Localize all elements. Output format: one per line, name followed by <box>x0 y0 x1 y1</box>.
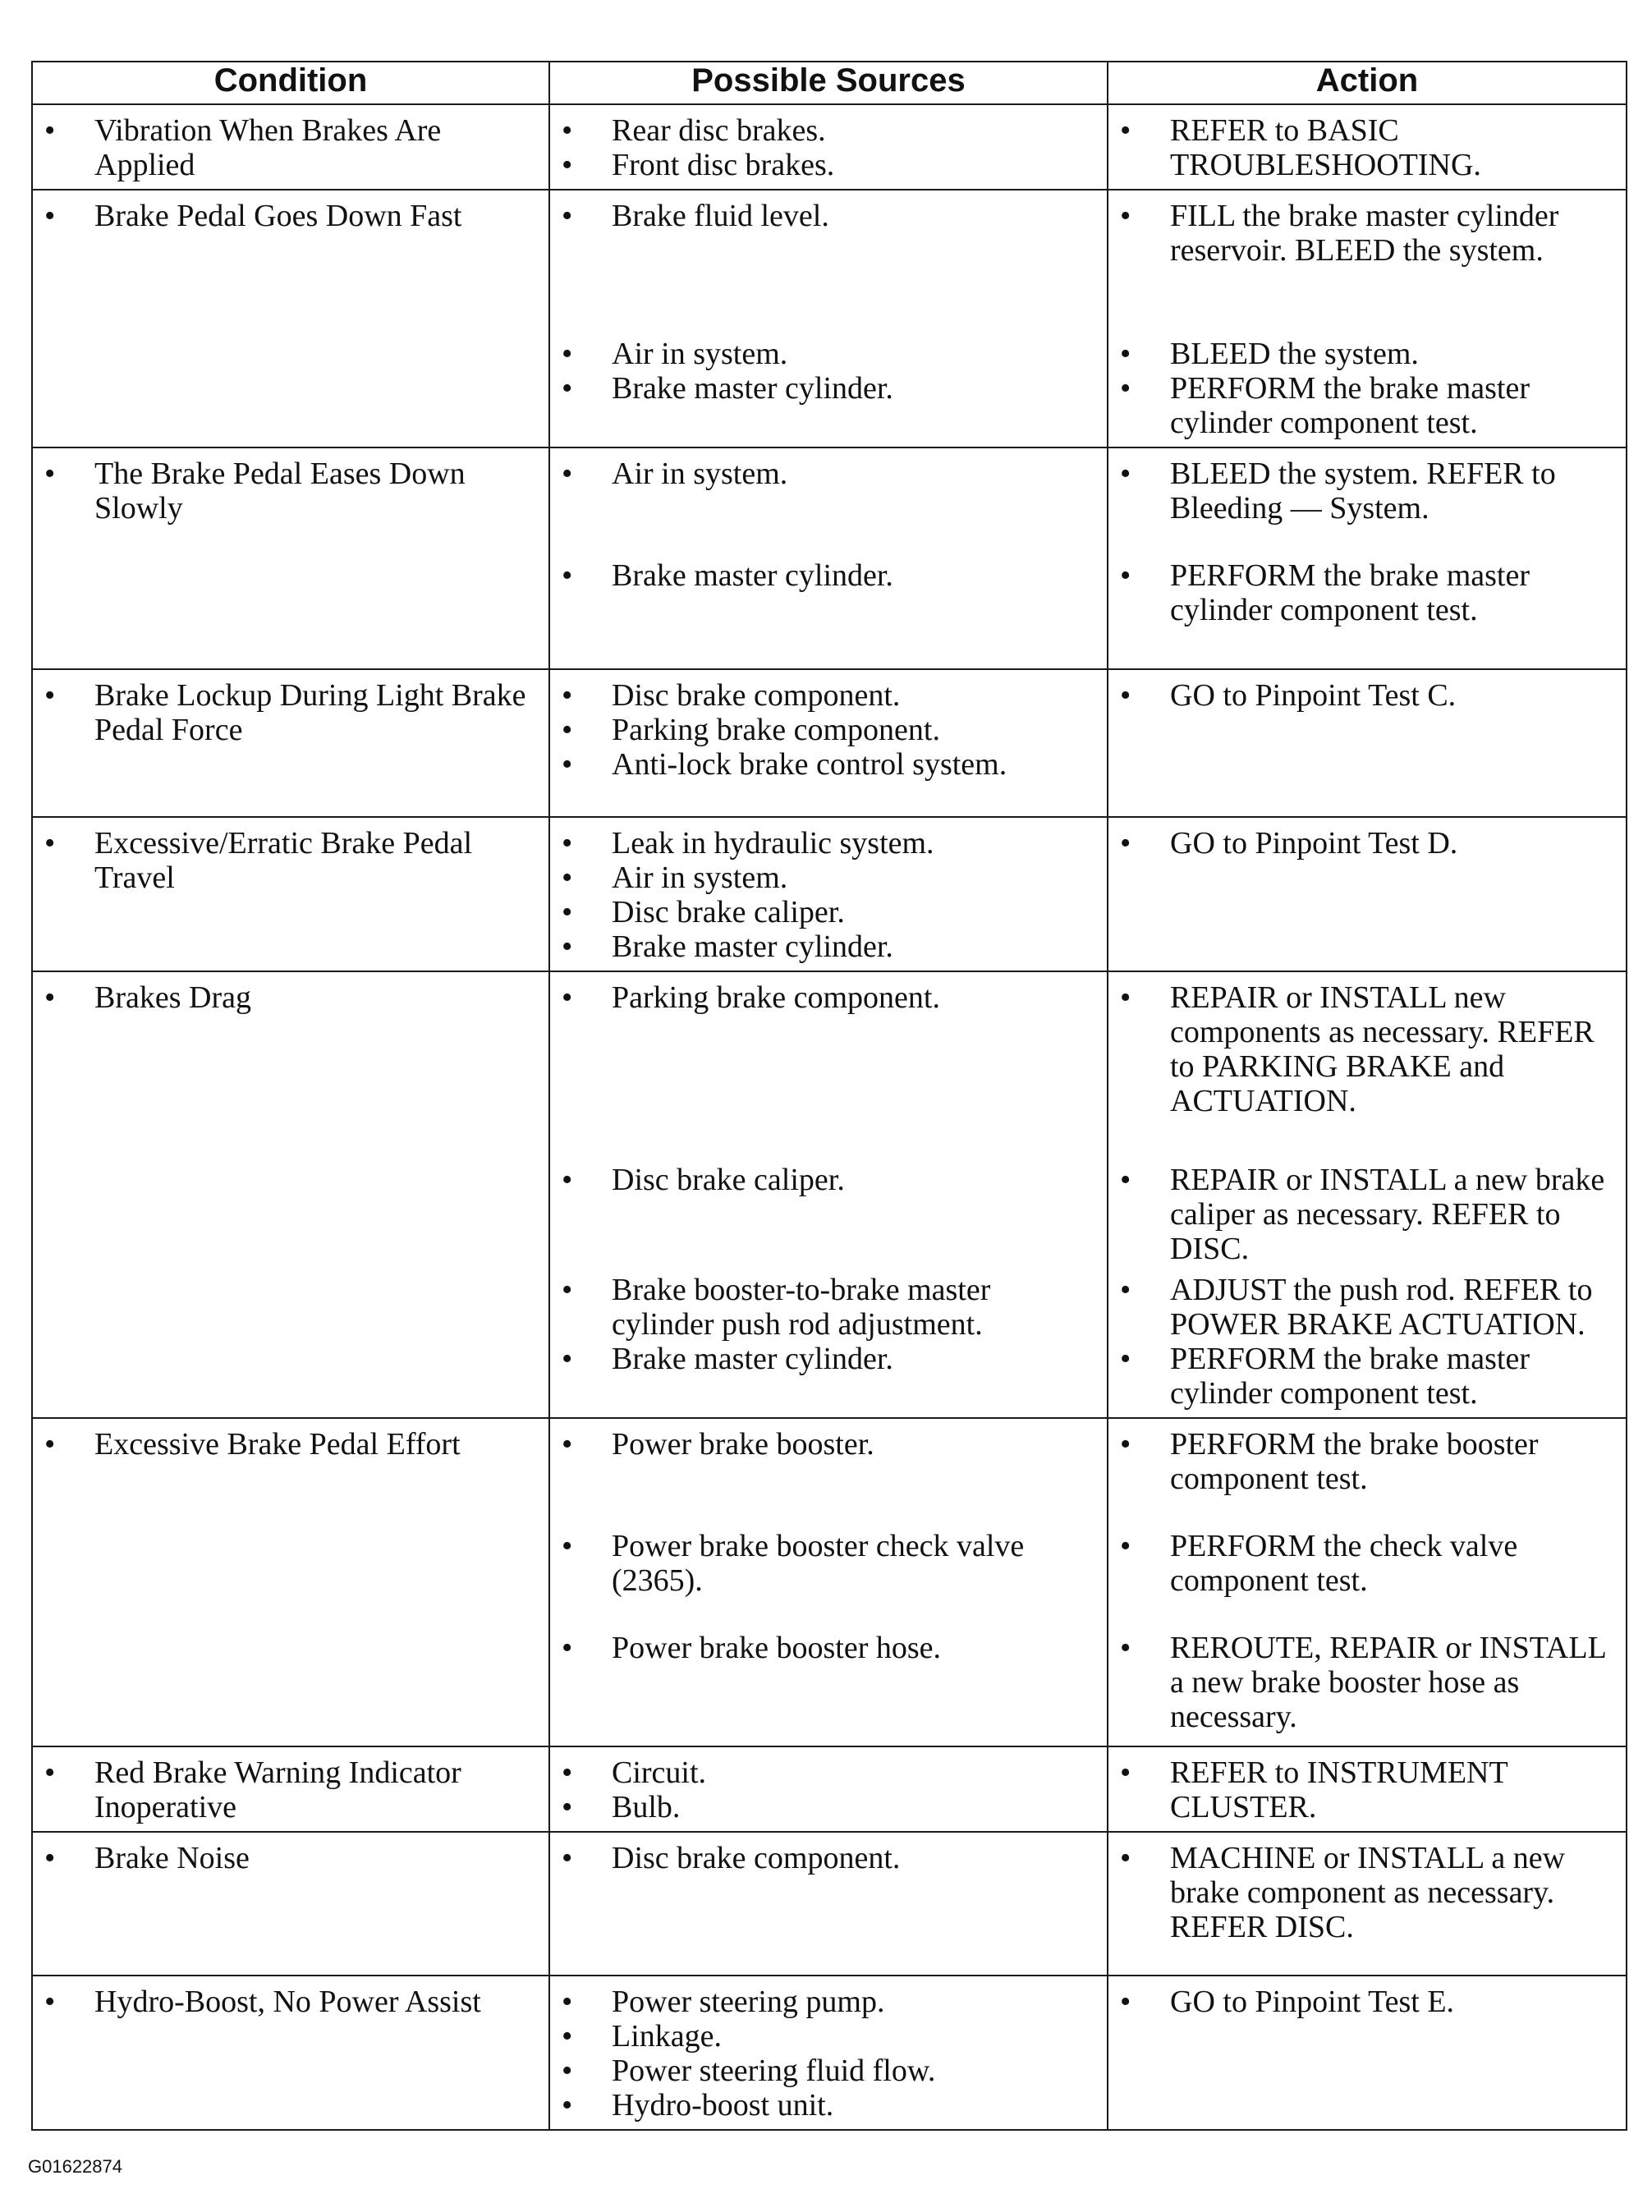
source-group <box>562 457 1099 525</box>
source-group <box>562 980 1099 1118</box>
source-item: • Brake fluid level. <box>562 199 1099 233</box>
source-item: • Bulb. <box>562 1790 1099 1824</box>
action-group <box>1120 678 1618 782</box>
action-item: • PERFORM the brake master cylinder component test. <box>1120 371 1618 440</box>
source-group <box>562 1342 1099 1411</box>
source-group <box>562 1985 1099 2123</box>
action-group <box>1120 558 1618 627</box>
action-group <box>1120 1841 1618 1944</box>
header-row <box>32 62 1627 104</box>
action-item: • GO to Pinpoint Test D. <box>1120 826 1618 860</box>
header-possible-sources: Possible Sources <box>549 62 1108 104</box>
action-group <box>1120 1631 1618 1734</box>
table-row <box>32 104 1627 190</box>
table-row <box>32 971 1627 1418</box>
source-group <box>562 558 1099 627</box>
condition-cell <box>32 1976 549 2130</box>
action-group <box>1120 1755 1618 1824</box>
source-item: • Power brake booster. <box>562 1427 1099 1462</box>
source-item: • Air in system. <box>562 860 1099 895</box>
diagnosis-table <box>31 61 1627 2131</box>
table-row <box>32 1976 1627 2130</box>
table-row <box>32 817 1627 971</box>
sources-cell <box>549 1832 1108 1976</box>
source-item: • Power steering pump. <box>562 1985 1099 2019</box>
actions-cell <box>1108 1746 1627 1832</box>
condition-text: • Excessive Brake Pedal Effort <box>44 1427 540 1462</box>
sources-cell <box>549 971 1108 1418</box>
sources-cell <box>549 1976 1108 2130</box>
actions-cell <box>1108 1832 1627 1976</box>
action-group <box>1120 1529 1618 1598</box>
actions-cell <box>1108 1418 1627 1746</box>
sources-cell <box>549 190 1108 447</box>
condition-cell <box>32 971 549 1418</box>
action-group <box>1120 1163 1618 1266</box>
source-item: • Hydro-boost unit. <box>562 2088 1099 2123</box>
action-item: • REROUTE, REPAIR or INSTALL a new brake booster hose as necessary. <box>1120 1631 1618 1734</box>
condition-cell <box>32 1832 549 1976</box>
condition-text: • The Brake Pedal Eases Down Slowly <box>44 457 540 525</box>
condition-cell <box>32 104 549 190</box>
source-group <box>562 371 1099 440</box>
source-group <box>562 1427 1099 1496</box>
condition-text: • Brake Noise <box>44 1841 540 1875</box>
action-group <box>1120 371 1618 440</box>
figure-code: G01622874 <box>28 2156 122 2177</box>
source-group <box>562 1529 1099 1598</box>
source-item: • Brake master cylinder. <box>562 1342 1099 1376</box>
table-row <box>32 1746 1627 1832</box>
table-row <box>32 447 1627 669</box>
source-item: • Parking brake component. <box>562 980 1099 1015</box>
source-item: • Linkage. <box>562 2019 1099 2054</box>
table-body <box>32 104 1627 2130</box>
source-item: • Air in system. <box>562 457 1099 491</box>
source-item: • Leak in hydraulic system. <box>562 826 1099 860</box>
source-group <box>562 1631 1099 1734</box>
condition-text: • Brake Pedal Goes Down Fast <box>44 199 540 233</box>
action-item: • BLEED the system. REFER to Bleeding — System. <box>1120 457 1618 525</box>
action-group <box>1120 457 1618 525</box>
actions-cell <box>1108 817 1627 971</box>
condition-cell <box>32 1746 549 1832</box>
source-item: • Circuit. <box>562 1755 1099 1790</box>
source-item: • Rear disc brakes. <box>562 113 1099 148</box>
condition-text: • Brake Lockup During Light Brake Pedal Force <box>44 678 540 747</box>
source-item: • Brake master cylinder. <box>562 371 1099 406</box>
sources-cell <box>549 447 1108 669</box>
action-group <box>1120 199 1618 268</box>
action-item: • FILL the brake master cylinder reservoir. BLEED the system. <box>1120 199 1618 268</box>
sources-cell <box>549 1746 1108 1832</box>
source-group <box>562 1163 1099 1266</box>
action-item: • REFER to BASIC TROUBLESHOOTING. <box>1120 113 1618 182</box>
source-item: • Power brake booster check valve (2365). <box>562 1529 1099 1598</box>
table-row <box>32 1832 1627 1976</box>
source-item: • Disc brake component. <box>562 1841 1099 1875</box>
condition-text: • Vibration When Brakes Are Applied <box>44 113 540 182</box>
header-action: Action <box>1108 62 1627 104</box>
action-group <box>1120 980 1618 1118</box>
action-item: • GO to Pinpoint Test E. <box>1120 1985 1618 2019</box>
condition-cell <box>32 817 549 971</box>
source-item: • Front disc brakes. <box>562 148 1099 182</box>
source-item: • Brake master cylinder. <box>562 558 1099 593</box>
action-item: • REFER to INSTRUMENT CLUSTER. <box>1120 1755 1618 1824</box>
action-group <box>1120 337 1618 371</box>
action-item: • PERFORM the brake master cylinder component test. <box>1120 558 1618 627</box>
actions-cell <box>1108 447 1627 669</box>
condition-text: • Brakes Drag <box>44 980 540 1015</box>
source-group <box>562 337 1099 371</box>
table-row <box>32 190 1627 447</box>
source-item: • Brake booster-to-brake master cylinder push rod adjustment. <box>562 1273 1099 1342</box>
source-group <box>562 1755 1099 1824</box>
source-item: • Disc brake component. <box>562 678 1099 713</box>
action-item: • REPAIR or INSTALL a new brake caliper as necessary. REFER to DISC. <box>1120 1163 1618 1266</box>
sources-cell <box>549 817 1108 971</box>
sources-cell <box>549 104 1108 190</box>
actions-cell <box>1108 971 1627 1418</box>
source-group <box>562 826 1099 964</box>
sources-cell <box>549 669 1108 817</box>
action-item: • ADJUST the push rod. REFER to POWER BRAKE ACTUATION. <box>1120 1273 1618 1342</box>
action-group <box>1120 1342 1618 1411</box>
source-item: • Power brake booster hose. <box>562 1631 1099 1665</box>
source-item: • Power steering fluid flow. <box>562 2054 1099 2088</box>
condition-cell <box>32 1418 549 1746</box>
action-item: • PERFORM the brake master cylinder component test. <box>1120 1342 1618 1411</box>
source-group <box>562 678 1099 782</box>
action-group <box>1120 113 1618 182</box>
actions-cell <box>1108 104 1627 190</box>
action-item: • REPAIR or INSTALL new components as necessary. REFER to PARKING BRAKE and ACTUATION. <box>1120 980 1618 1118</box>
action-group <box>1120 826 1618 964</box>
action-group <box>1120 1273 1618 1342</box>
actions-cell <box>1108 1976 1627 2130</box>
source-group <box>562 1841 1099 1944</box>
source-group <box>562 1273 1099 1342</box>
condition-cell <box>32 190 549 447</box>
action-item: • MACHINE or INSTALL a new brake component as necessary. REFER DISC. <box>1120 1841 1618 1944</box>
condition-cell <box>32 669 549 817</box>
action-item: • PERFORM the brake booster component test. <box>1120 1427 1618 1496</box>
source-group <box>562 113 1099 182</box>
header-condition: Condition <box>32 62 549 104</box>
condition-text: • Hydro-Boost, No Power Assist <box>44 1985 540 2019</box>
diagnosis-table-wrapper <box>31 61 1626 2131</box>
action-group <box>1120 1427 1618 1496</box>
action-item: • GO to Pinpoint Test C. <box>1120 678 1618 713</box>
sources-cell <box>549 1418 1108 1746</box>
table-row <box>32 1418 1627 1746</box>
source-item: • Air in system. <box>562 337 1099 371</box>
source-item: • Parking brake component. <box>562 713 1099 747</box>
actions-cell <box>1108 190 1627 447</box>
action-item: • BLEED the system. <box>1120 337 1618 371</box>
condition-text: • Excessive/Erratic Brake Pedal Travel <box>44 826 540 895</box>
source-item: • Brake master cylinder. <box>562 929 1099 964</box>
condition-cell <box>32 447 549 669</box>
action-group <box>1120 1985 1618 2123</box>
condition-text: • Red Brake Warning Indicator Inoperative <box>44 1755 540 1824</box>
source-item: • Disc brake caliper. <box>562 1163 1099 1197</box>
source-group <box>562 199 1099 268</box>
source-item: • Anti-lock brake control system. <box>562 747 1099 782</box>
actions-cell <box>1108 669 1627 817</box>
action-item: • PERFORM the check valve component test. <box>1120 1529 1618 1598</box>
source-item: • Disc brake caliper. <box>562 895 1099 929</box>
table-row <box>32 669 1627 817</box>
